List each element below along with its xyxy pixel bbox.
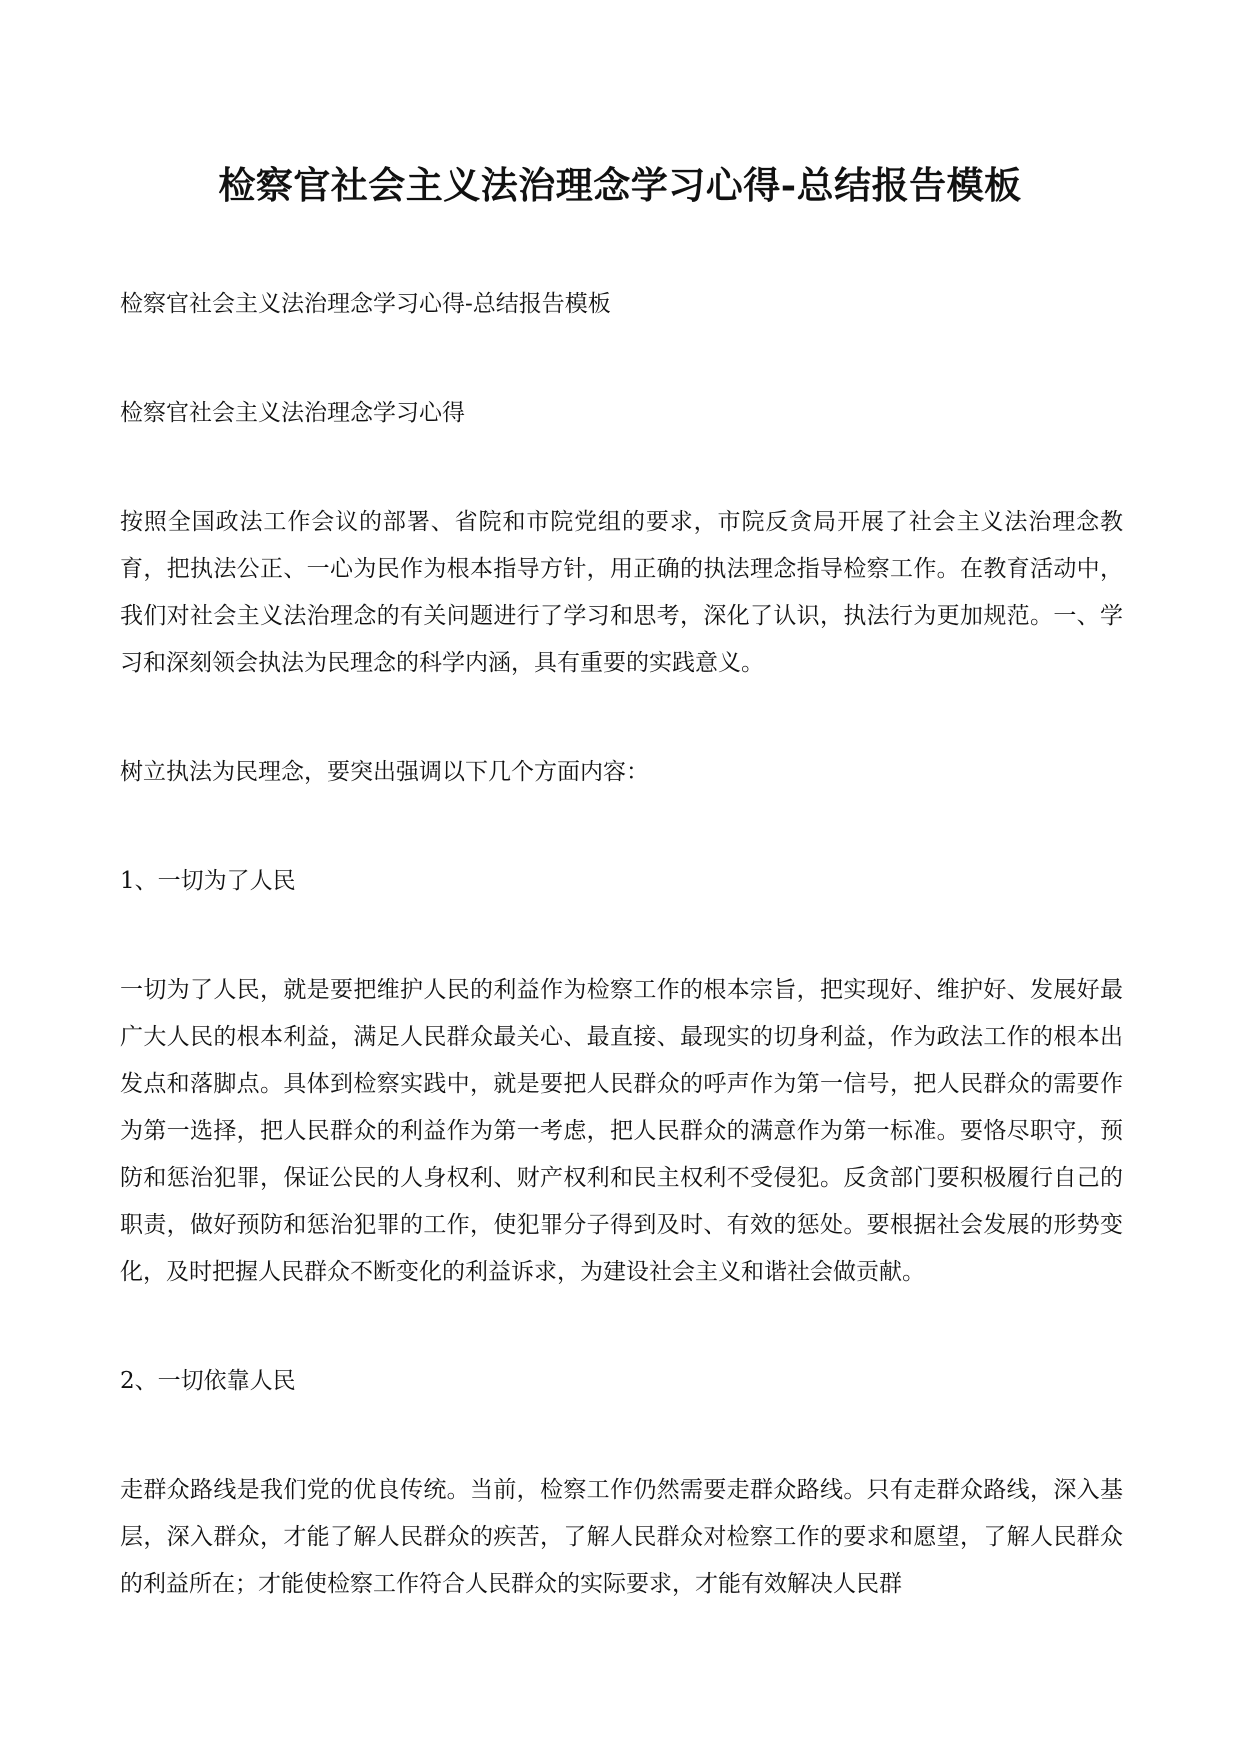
point-heading-1: 1、一切为了人民 (120, 868, 296, 894)
intro-paragraph: 按照全国政法工作会议的部署、省院和市院党组的要求，市院反贪局开展了社会主义法治理念教育，把执法公正、一心为民作为根本指导方针，用正确的执法理念指导检察工作。在教育活动中，我们对社会主义法治理念的有关问题进行了学习和思考，深化了认识，执法行为更加规范。一、学习和深刻领会执法为民理念的科学内涵，具有重要的实践意义。 (120, 509, 1123, 676)
point-paragraph-2: 走群众路线是我们党的优良传统。当前，检察工作仍然需要走群众路线。只有走群众路线，深入基层，深入群众，才能了解人民群众的疾苦，了解人民群众对检察工作的要求和愿望，了解人民群众的利益所在；才能使检察工作符合人民群众的实际要求，才能有效解决人民群 (120, 1477, 1123, 1597)
subtitle-line: 检察官社会主义法治理念学习心得-总结报告模板 (120, 291, 611, 317)
point-paragraph-1: 一切为了人民，就是要把维护人民的利益作为检察工作的根本宗旨，把实现好、维护好、发展好最广大人民的根本利益，满足人民群众最关心、最直接、最现实的切身利益，作为政法工作的根本出发点和落脚点。具体到检察实践中，就是要把人民群众的呼声作为第一信号，把人民群众的需要作为第一选择，把人民群众的利益作为第一考虑，把人民群众的满意作为第一标准。要恪尽职守，预防和惩治犯罪，保证公民的人身权利、财产权利和民主权利不受侵犯。反贪部门要积极履行自己的职责，做好预防和惩治犯罪的工作，使犯罪分子得到及时、有效的惩处。要根据社会发展的形势变化，及时把握人民群众不断变化的利益诉求，为建设社会主义和谐社会做贡献。 (120, 977, 1123, 1285)
section-heading: 检察官社会主义法治理念学习心得 (120, 400, 465, 426)
point-heading-2: 2、一切依靠人民 (120, 1368, 296, 1394)
document-body (120, 281, 1123, 1608)
lead-in-paragraph: 树立执法为民理念，要突出强调以下几个方面内容： (120, 759, 649, 785)
document-title: 检察官社会主义法治理念学习心得-总结报告模板 (218, 163, 1022, 207)
